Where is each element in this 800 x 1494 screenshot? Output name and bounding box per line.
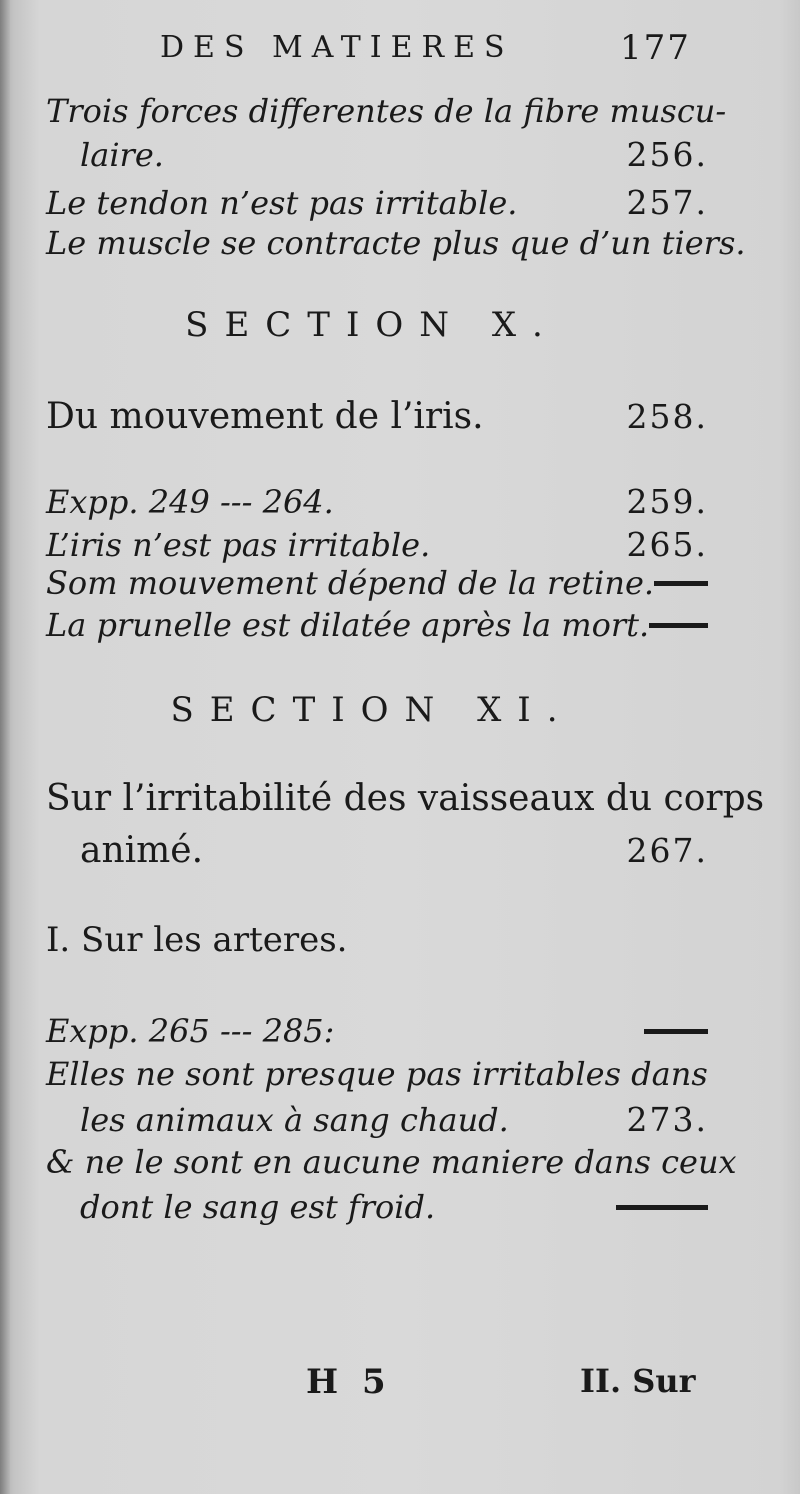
index-entry [46, 525, 708, 564]
entry-text: Expp. 265 --- 285: [46, 1012, 335, 1050]
entry-text: Le tendon n’est pas irritable. [46, 184, 518, 222]
entry-page: 257. [626, 183, 708, 222]
ditto-dash [644, 1029, 708, 1034]
section-heading: SECTION XI. [170, 690, 574, 730]
index-entry [80, 135, 708, 174]
index-entry [46, 183, 708, 222]
entry-text: Elles ne sont presque pas irritables dans [46, 1055, 708, 1093]
index-entry [46, 482, 708, 521]
ditto-dash [654, 581, 708, 586]
index-entry [46, 1012, 708, 1050]
entry-text: Le muscle se contracte plus que d’un tiers. [46, 224, 746, 262]
subsection-text: I. Sur les arteres. [46, 920, 348, 960]
index-entry [46, 224, 746, 262]
signature-mark: H 5 [306, 1362, 392, 1402]
index-entry [46, 606, 708, 644]
entry-text: L’iris n’est pas irritable. [46, 526, 431, 564]
catchword: II. Sur [580, 1362, 696, 1400]
entry-text: Trois forces differentes de la fibre muscu- [46, 92, 727, 130]
entry-page: 267. [626, 831, 708, 870]
entry-page: 259. [626, 482, 708, 521]
index-entry [80, 1188, 708, 1226]
index-entry [46, 92, 727, 130]
page-gutter [0, 0, 10, 1494]
section-title-text: animé. [80, 830, 204, 871]
entry-text: dont le sang est froid. [80, 1188, 436, 1226]
page-number: 177 [620, 28, 691, 68]
index-entry [46, 1143, 737, 1181]
section-title-text: Sur l’irritabilité des vaisseaux du corps [46, 778, 765, 819]
entry-page: 258. [626, 397, 708, 436]
section-title [46, 396, 708, 437]
ditto-dash [649, 623, 708, 628]
entry-text: Expp. 249 --- 264. [46, 483, 334, 521]
section-heading: SECTION X. [185, 305, 559, 345]
entry-text: & ne le sont en aucune maniere dans ceux [46, 1143, 737, 1181]
subsection-heading [46, 920, 708, 960]
section-title-continued [80, 830, 708, 871]
entry-page: 265. [626, 525, 708, 564]
index-entry [46, 564, 708, 602]
entry-page: 256. [626, 135, 708, 174]
entry-page: 273. [626, 1100, 708, 1139]
index-entry [80, 1100, 708, 1139]
entry-text: les animaux à sang chaud. [80, 1101, 509, 1139]
entry-text: laire. [80, 136, 164, 174]
section-title-text: Du mouvement de l’iris. [46, 396, 484, 437]
index-entry [46, 1055, 708, 1093]
section-title [46, 778, 765, 819]
entry-text: Som mouvement dépend de la retine. [46, 564, 655, 602]
ditto-dash [616, 1205, 708, 1210]
running-header-title: DES MATIERES [160, 30, 514, 65]
entry-text: La prunelle est dilatée après la mort. [46, 606, 650, 644]
